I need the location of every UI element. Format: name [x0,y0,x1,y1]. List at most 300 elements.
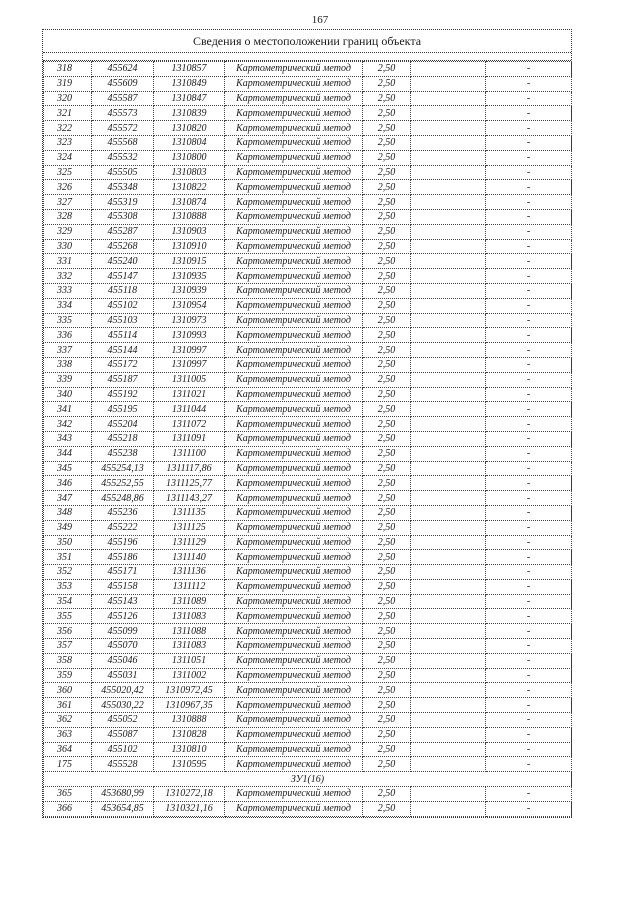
dash-cell: - [486,254,572,269]
dash-cell: - [486,476,572,491]
table-row [44,491,572,506]
table-row [44,520,572,535]
table-row [44,283,572,298]
y-coordinate-cell: 1310888 [154,209,225,224]
table-row [44,594,572,609]
dash-cell: - [486,298,572,313]
table-row [44,431,572,446]
empty-cell [411,209,486,224]
accuracy-cell: 2,50 [363,150,411,165]
y-coordinate-cell: 1310321,16 [154,801,225,816]
method-cell: Картометрический метод [225,387,363,402]
y-coordinate-cell: 1310820 [154,121,225,136]
x-coordinate-cell: 455308 [92,209,154,224]
empty-cell [411,742,486,757]
dash-cell: - [486,135,572,150]
accuracy-cell: 2,50 [363,787,411,802]
accuracy-cell: 2,50 [363,505,411,520]
point-number-cell: 366 [44,801,92,816]
accuracy-cell: 2,50 [363,609,411,624]
table-row [44,239,572,254]
accuracy-cell: 2,50 [363,224,411,239]
accuracy-cell: 2,50 [363,180,411,195]
dash-cell: - [486,520,572,535]
point-number-cell: 319 [44,76,92,91]
method-cell: Картометрический метод [225,313,363,328]
y-coordinate-cell: 1310954 [154,298,225,313]
method-cell: Картометрический метод [225,180,363,195]
point-number-cell: 321 [44,106,92,121]
y-coordinate-cell: 1311117,86 [154,461,225,476]
accuracy-cell: 2,50 [363,328,411,343]
table-row [44,224,572,239]
empty-cell [411,150,486,165]
point-number-cell: 328 [44,209,92,224]
accuracy-cell: 2,50 [363,742,411,757]
method-cell: Картометрический метод [225,239,363,254]
table-row [44,461,572,476]
x-coordinate-cell: 455020,42 [92,683,154,698]
empty-cell [411,62,486,77]
table-row [44,624,572,639]
x-coordinate-cell: 455196 [92,535,154,550]
x-coordinate-cell: 455238 [92,446,154,461]
dash-cell: - [486,579,572,594]
method-cell: Картометрический метод [225,639,363,654]
section-row [44,772,572,787]
empty-cell [411,565,486,580]
method-cell: Картометрический метод [225,121,363,136]
empty-cell [411,298,486,313]
table-row [44,505,572,520]
point-number-cell: 325 [44,165,92,180]
x-coordinate-cell: 455287 [92,224,154,239]
empty-cell [411,757,486,772]
point-number-cell: 320 [44,91,92,106]
method-cell: Картометрический метод [225,668,363,683]
page-number: 167 [311,14,329,26]
point-number-cell: 344 [44,446,92,461]
dash-cell: - [486,535,572,550]
method-cell: Картометрический метод [225,742,363,757]
empty-cell [411,417,486,432]
point-number-cell: 323 [44,135,92,150]
x-coordinate-cell: 455052 [92,713,154,728]
accuracy-cell: 2,50 [363,372,411,387]
point-number-cell: 329 [44,224,92,239]
y-coordinate-cell: 1311051 [154,653,225,668]
dash-cell: - [486,195,572,210]
accuracy-cell: 2,50 [363,535,411,550]
x-coordinate-cell: 455195 [92,402,154,417]
accuracy-cell: 2,50 [363,283,411,298]
y-coordinate-cell: 1311021 [154,387,225,402]
accuracy-cell: 2,50 [363,121,411,136]
dash-cell: - [486,209,572,224]
y-coordinate-cell: 1311125 [154,520,225,535]
accuracy-cell: 2,50 [363,668,411,683]
point-number-cell: 363 [44,727,92,742]
table-row [44,343,572,358]
point-number-cell: 350 [44,535,92,550]
accuracy-cell: 2,50 [363,76,411,91]
method-cell: Картометрический метод [225,417,363,432]
empty-cell [411,328,486,343]
point-number-cell: 324 [44,150,92,165]
x-coordinate-cell: 455204 [92,417,154,432]
empty-cell [411,624,486,639]
table-row [44,91,572,106]
method-cell: Картометрический метод [225,565,363,580]
point-number-cell: 365 [44,787,92,802]
dash-cell: - [486,62,572,77]
table-row [44,180,572,195]
dash-cell: - [486,387,572,402]
x-coordinate-cell: 455218 [92,431,154,446]
accuracy-cell: 2,50 [363,683,411,698]
empty-cell [411,698,486,713]
dash-cell: - [486,505,572,520]
method-cell: Картометрический метод [225,224,363,239]
accuracy-cell: 2,50 [363,550,411,565]
accuracy-cell: 2,50 [363,491,411,506]
table-row [44,787,572,802]
x-coordinate-cell: 455099 [92,624,154,639]
table-row [44,550,572,565]
table-row [44,446,572,461]
method-cell: Картометрический метод [225,787,363,802]
empty-cell [411,180,486,195]
point-number-cell: 352 [44,565,92,580]
method-cell: Картометрический метод [225,283,363,298]
accuracy-cell: 2,50 [363,757,411,772]
accuracy-cell: 2,50 [363,446,411,461]
point-number-cell: 351 [44,550,92,565]
x-coordinate-cell: 455031 [92,668,154,683]
accuracy-cell: 2,50 [363,357,411,372]
table-row [44,372,572,387]
point-number-cell: 338 [44,357,92,372]
dash-cell: - [486,461,572,476]
method-cell: Картометрический метод [225,106,363,121]
point-number-cell: 342 [44,417,92,432]
accuracy-cell: 2,50 [363,698,411,713]
method-cell: Картометрический метод [225,328,363,343]
table-row [44,150,572,165]
point-number-cell: 326 [44,180,92,195]
method-cell: Картометрический метод [225,624,363,639]
x-coordinate-cell: 455532 [92,150,154,165]
method-cell: Картометрический метод [225,757,363,772]
y-coordinate-cell: 1311129 [154,535,225,550]
method-cell: Картометрический метод [225,594,363,609]
y-coordinate-cell: 1310595 [154,757,225,772]
method-cell: Картометрический метод [225,520,363,535]
x-coordinate-cell: 455587 [92,91,154,106]
empty-cell [411,269,486,284]
method-cell: Картометрический метод [225,209,363,224]
accuracy-cell: 2,50 [363,313,411,328]
empty-cell [411,594,486,609]
table-row [44,417,572,432]
method-cell: Картометрический метод [225,195,363,210]
y-coordinate-cell: 1310849 [154,76,225,91]
dash-cell: - [486,801,572,816]
empty-cell [411,372,486,387]
table-row [44,254,572,269]
x-coordinate-cell: 455070 [92,639,154,654]
coordinates-table [43,61,572,817]
x-coordinate-cell: 455319 [92,195,154,210]
table-row [44,298,572,313]
dash-cell: - [486,431,572,446]
accuracy-cell: 2,50 [363,165,411,180]
empty-cell [411,254,486,269]
empty-cell [411,639,486,654]
empty-cell [411,402,486,417]
x-coordinate-cell: 455186 [92,550,154,565]
empty-cell [411,787,486,802]
accuracy-cell: 2,50 [363,624,411,639]
method-cell: Картометрический метод [225,372,363,387]
method-cell: Картометрический метод [225,683,363,698]
y-coordinate-cell: 1310973 [154,313,225,328]
x-coordinate-cell: 455147 [92,269,154,284]
dash-cell: - [486,106,572,121]
y-coordinate-cell: 1310857 [154,62,225,77]
point-number-cell: 332 [44,269,92,284]
point-number-cell: 356 [44,624,92,639]
dash-cell: - [486,787,572,802]
empty-cell [411,91,486,106]
x-coordinate-cell: 455126 [92,609,154,624]
dash-cell: - [486,180,572,195]
dash-cell: - [486,76,572,91]
point-number-cell: 346 [44,476,92,491]
x-coordinate-cell: 455046 [92,653,154,668]
x-coordinate-cell: 455030,22 [92,698,154,713]
dash-cell: - [486,283,572,298]
point-number-cell: 347 [44,491,92,506]
table-row [44,357,572,372]
empty-cell [411,195,486,210]
dash-cell: - [486,446,572,461]
empty-cell [411,387,486,402]
x-coordinate-cell: 455568 [92,135,154,150]
x-coordinate-cell: 455144 [92,343,154,358]
accuracy-cell: 2,50 [363,343,411,358]
method-cell: Картометрический метод [225,727,363,742]
empty-cell [411,520,486,535]
table-row [44,269,572,284]
empty-cell [411,357,486,372]
point-number-cell: 357 [44,639,92,654]
method-cell: Картометрический метод [225,254,363,269]
table-row [44,609,572,624]
dash-cell: - [486,150,572,165]
method-cell: Картометрический метод [225,76,363,91]
x-coordinate-cell: 455172 [92,357,154,372]
empty-cell [411,579,486,594]
x-coordinate-cell: 455268 [92,239,154,254]
point-number-cell: 348 [44,505,92,520]
table-row [44,476,572,491]
accuracy-cell: 2,50 [363,106,411,121]
empty-cell [411,165,486,180]
point-number-cell: 339 [44,372,92,387]
x-coordinate-cell: 453654,85 [92,801,154,816]
method-cell: Картометрический метод [225,698,363,713]
y-coordinate-cell: 1310935 [154,269,225,284]
accuracy-cell: 2,50 [363,713,411,728]
method-cell: Картометрический метод [225,491,363,506]
y-coordinate-cell: 1310972,45 [154,683,225,698]
accuracy-cell: 2,50 [363,62,411,77]
table-row [44,165,572,180]
empty-cell [411,76,486,91]
table-row [44,565,572,580]
table-row [44,121,572,136]
empty-cell [411,727,486,742]
dash-cell: - [486,639,572,654]
y-coordinate-cell: 1310828 [154,727,225,742]
method-cell: Картометрический метод [225,550,363,565]
empty-cell [411,505,486,520]
dash-cell: - [486,269,572,284]
method-cell: Картометрический метод [225,357,363,372]
accuracy-cell: 2,50 [363,639,411,654]
x-coordinate-cell: 455103 [92,313,154,328]
dash-cell: - [486,683,572,698]
x-coordinate-cell: 455572 [92,121,154,136]
accuracy-cell: 2,50 [363,653,411,668]
table-row [44,579,572,594]
x-coordinate-cell: 455222 [92,520,154,535]
dash-cell: - [486,491,572,506]
point-number-cell: 358 [44,653,92,668]
x-coordinate-cell: 455573 [92,106,154,121]
accuracy-cell: 2,50 [363,387,411,402]
table-row [44,195,572,210]
accuracy-cell: 2,50 [363,431,411,446]
table-row [44,668,572,683]
accuracy-cell: 2,50 [363,461,411,476]
y-coordinate-cell: 1310997 [154,343,225,358]
y-coordinate-cell: 1311044 [154,402,225,417]
x-coordinate-cell: 455187 [92,372,154,387]
y-coordinate-cell: 1311089 [154,594,225,609]
empty-cell [411,491,486,506]
y-coordinate-cell: 1310993 [154,328,225,343]
y-coordinate-cell: 1310272,18 [154,787,225,802]
x-coordinate-cell: 455609 [92,76,154,91]
method-cell: Картометрический метод [225,461,363,476]
point-number-cell: 334 [44,298,92,313]
dash-cell: - [486,698,572,713]
table-row [44,62,572,77]
x-coordinate-cell: 455102 [92,742,154,757]
table-row [44,742,572,757]
point-number-cell: 327 [44,195,92,210]
method-cell: Картометрический метод [225,653,363,668]
point-number-cell: 359 [44,668,92,683]
y-coordinate-cell: 1311135 [154,505,225,520]
point-number-cell: 322 [44,121,92,136]
y-coordinate-cell: 1311091 [154,431,225,446]
method-cell: Картометрический метод [225,91,363,106]
method-cell: Картометрический метод [225,402,363,417]
point-number-cell: 330 [44,239,92,254]
y-coordinate-cell: 1311083 [154,639,225,654]
boundary-sheet [42,29,572,818]
y-coordinate-cell: 1311002 [154,668,225,683]
y-coordinate-cell: 1311125,77 [154,476,225,491]
x-coordinate-cell: 455158 [92,579,154,594]
accuracy-cell: 2,50 [363,91,411,106]
accuracy-cell: 2,50 [363,417,411,432]
method-cell: Картометрический метод [225,579,363,594]
y-coordinate-cell: 1310910 [154,239,225,254]
point-number-cell: 335 [44,313,92,328]
point-number-cell: 341 [44,402,92,417]
dash-cell: - [486,313,572,328]
accuracy-cell: 2,50 [363,269,411,284]
table-row [44,698,572,713]
method-cell: Картометрический метод [225,431,363,446]
x-coordinate-cell: 455143 [92,594,154,609]
dash-cell: - [486,713,572,728]
accuracy-cell: 2,50 [363,135,411,150]
point-number-cell: 343 [44,431,92,446]
y-coordinate-cell: 1310804 [154,135,225,150]
x-coordinate-cell: 455102 [92,298,154,313]
method-cell: Картометрический метод [225,298,363,313]
x-coordinate-cell: 455248,86 [92,491,154,506]
method-cell: Картометрический метод [225,343,363,358]
x-coordinate-cell: 453680,99 [92,787,154,802]
empty-cell [411,609,486,624]
table-row [44,535,572,550]
dash-cell: - [486,402,572,417]
y-coordinate-cell: 1310888 [154,713,225,728]
accuracy-cell: 2,50 [363,579,411,594]
dash-cell: - [486,91,572,106]
point-number-cell: 331 [44,254,92,269]
y-coordinate-cell: 1310915 [154,254,225,269]
empty-cell [411,683,486,698]
method-cell: Картометрический метод [225,165,363,180]
empty-cell [411,135,486,150]
table-row [44,757,572,772]
y-coordinate-cell: 1311100 [154,446,225,461]
accuracy-cell: 2,50 [363,239,411,254]
method-cell: Картометрический метод [225,150,363,165]
table-row [44,683,572,698]
empty-cell [411,668,486,683]
dash-cell: - [486,224,572,239]
method-cell: Картометрический метод [225,446,363,461]
method-cell: Картометрический метод [225,505,363,520]
table-row [44,135,572,150]
x-coordinate-cell: 455087 [92,727,154,742]
dash-cell: - [486,550,572,565]
point-number-cell: 353 [44,579,92,594]
y-coordinate-cell: 1311140 [154,550,225,565]
dash-cell: - [486,653,572,668]
accuracy-cell: 2,50 [363,476,411,491]
empty-cell [411,550,486,565]
dash-cell: - [486,624,572,639]
